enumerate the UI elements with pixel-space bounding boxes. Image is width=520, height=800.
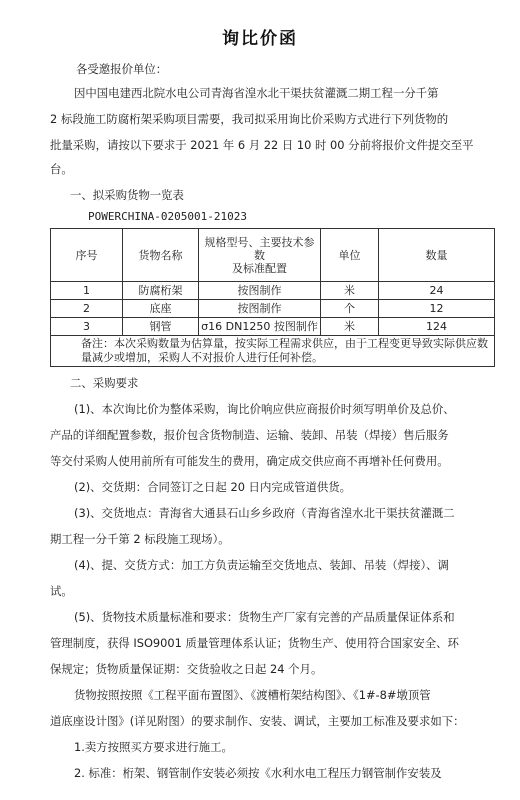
project-code: POWERCHINA-0205001-21023 xyxy=(88,210,247,223)
requirement-line: 期工程一分千第 2 标段施工现场）。 xyxy=(50,532,230,546)
requirement-line: 管理制度，获得 ISO9001 质量管理体系认证；货物生产、使用符合国家安全、环 xyxy=(50,636,459,650)
cell-spec: σ16 DN1250 按图制作 xyxy=(199,318,321,336)
requirement-line: 等交付采购人使用前所有可能发生的费用，确定成交供应商不再增补任何费用。 xyxy=(50,454,449,468)
requirement-line: 2. 标准：桁架、钢管制作安装必须按《水利水电工程压力钢管制作安装及 xyxy=(74,766,442,780)
requirement-line: 货物按照按照《工程平面布置图》、《渡槽桁架结构图》、《1#-8#墩顶管 xyxy=(74,688,431,702)
intro-line: 因中国电建西北院水电公司青海省湟水北干渠扶贫灌溉二期工程一分千第 xyxy=(74,86,439,100)
header-spec xyxy=(199,229,321,282)
table-note-row xyxy=(51,336,495,367)
table-header-row xyxy=(51,229,495,282)
cell-qty: 124 xyxy=(379,318,495,336)
cell-name: 防腐桁架 xyxy=(123,282,199,300)
intro-line: 2 标段施工防腐桁架采购项目需要，我司拟采用询比价采购方式进行下列货物的 xyxy=(50,112,449,126)
requirement-line: (5)、货物技术质量标准和要求：货物生产厂家有完善的产品质量保证体系和 xyxy=(74,610,455,624)
header-spec-line: 数 xyxy=(254,248,265,262)
requirement-line: (1)、本次询比价为整体采购，询比价响应供应商报价时须写明单价及总价、 xyxy=(74,402,455,416)
goods-table xyxy=(50,228,495,367)
document-title: 询比价函 xyxy=(222,29,298,49)
header-spec-line: 规格型号、主要技术参 xyxy=(204,235,315,249)
header-qty: 数量 xyxy=(379,229,495,282)
cell-name: 钢管 xyxy=(123,318,199,336)
cell-spec: 按图制作 xyxy=(199,282,321,300)
requirement-line: 1.卖方按照买方要求进行施工。 xyxy=(74,740,233,754)
header-no: 序号 xyxy=(51,229,123,282)
cell-spec: 按图制作 xyxy=(199,300,321,318)
cell-qty: 12 xyxy=(379,300,495,318)
section-heading-goods: 一、拟采购货物一览表 xyxy=(70,188,184,202)
requirement-line: (3)、交货地点：青海省大通县石山乡乡政府（青海省湟水北干渠扶贫灌溉二 xyxy=(74,506,455,520)
header-unit: 单位 xyxy=(321,229,379,282)
intro-line: 批量采购，请按以下要求于 2021 年 6 月 22 日 10 时 00 分前将报价文件提交至平 xyxy=(50,138,474,152)
cell-unit: 个 xyxy=(321,300,379,318)
requirement-line: 试。 xyxy=(50,584,73,598)
cell-no: 2 xyxy=(51,300,123,318)
requirement-line: 道底座设计图》(详见附图）的要求制作、安装、调试，主要加工标准及要求如下： xyxy=(50,714,465,728)
cell-name: 底座 xyxy=(123,300,199,318)
table-row xyxy=(51,282,495,300)
section-heading-requirements: 二、采购要求 xyxy=(70,376,139,390)
requirement-line: 保规定；货物质量保证期：交货验收之日起 24 个月。 xyxy=(50,662,323,676)
cell-no: 1 xyxy=(51,282,123,300)
header-name: 货物名称 xyxy=(123,229,199,282)
requirement-line: (4)、提、交货方式：加工方负责运输至交货地点、装卸、吊装（焊接）、调 xyxy=(74,558,449,572)
table-row xyxy=(51,318,495,336)
salutation: 各受邀报价单位： xyxy=(76,62,168,76)
cell-no: 3 xyxy=(51,318,123,336)
requirement-line: 产品的详细配置参数，报价包含货物制造、运输、装卸、吊装（焊接）售后服务 xyxy=(50,428,449,442)
header-spec-line: 及标准配置 xyxy=(232,261,287,275)
requirement-line: (2)、交货期：合同签订之日起 20 日内完成管道供货。 xyxy=(74,480,352,494)
table-note: 备注：本次采购数量为估算量，按实际工程需求供应，由于工程变更导致实际供应数量减少或增加，采购人不对报价人进行任何补偿。 xyxy=(51,336,495,367)
intro-line: 台。 xyxy=(50,162,73,176)
cell-unit: 米 xyxy=(321,282,379,300)
cell-unit: 米 xyxy=(321,318,379,336)
cell-qty: 24 xyxy=(379,282,495,300)
table-row xyxy=(51,300,495,318)
